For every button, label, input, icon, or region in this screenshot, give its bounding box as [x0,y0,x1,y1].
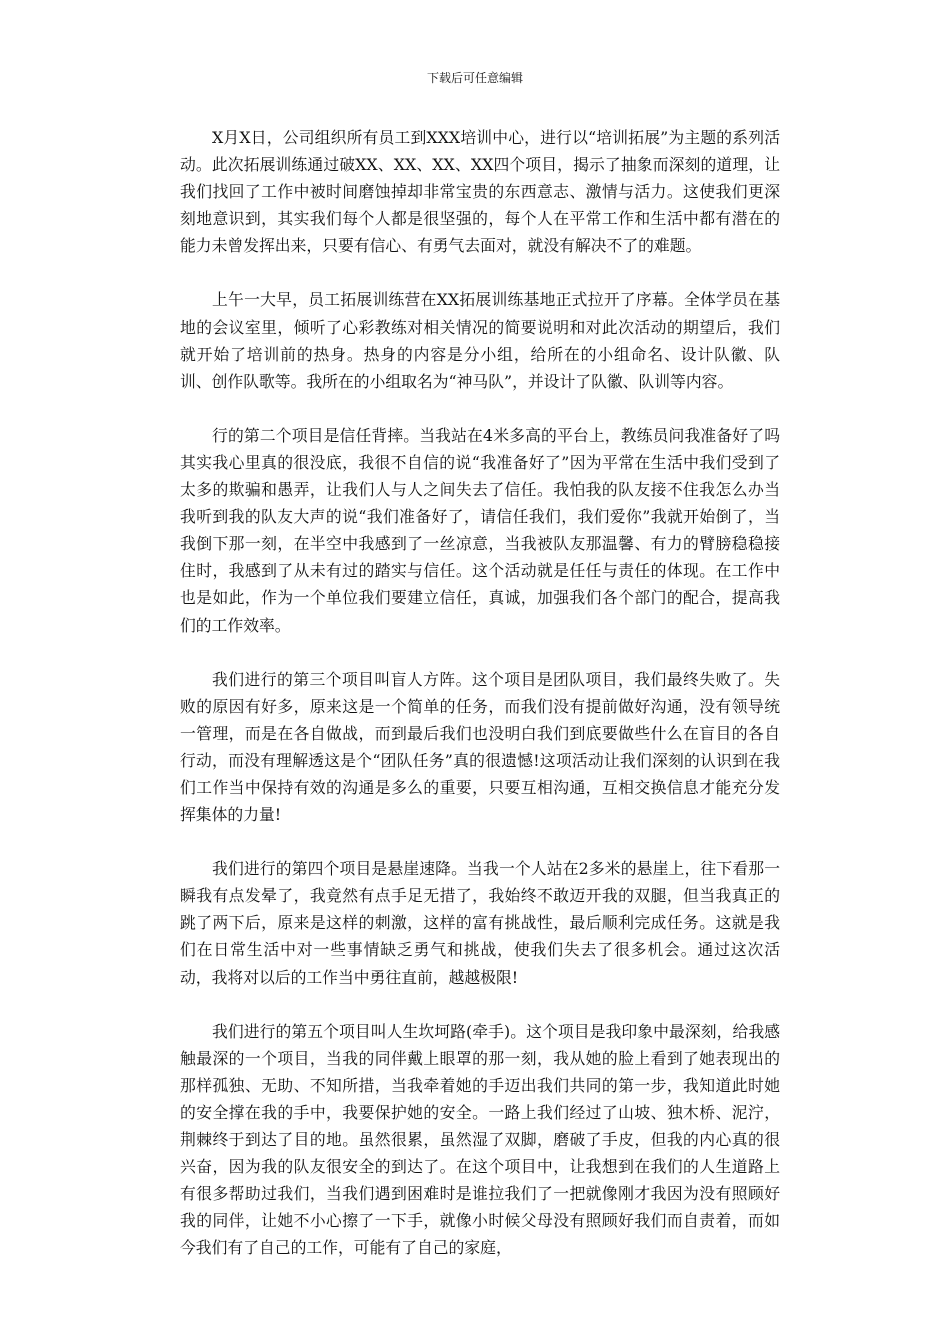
paragraph-trust-fall: 行的第二个项目是信任背摔。当我站在4米多高的平台上，教练员问我准备好了吗其实我心里真的很没底，我很不自信的说“我准备好了”因为平常在生活中我们受到了太多的欺骗和愚弄，让我们人与人之间失去了信任。我怕我的队友接不住我怎么办当我听到我的队友大声的说“我们准备好了，请信任我们，我们爱你”我就开始倒了，当我倒下那一刻，在半空中我感到了一丝凉意，当我被队友那温馨、有力的臂膀稳稳接住时，我感到了从未有过的踏实与信任。这个活动就是任任与责任的体现。在工作中也是如此，作为一个单位我们要建立信任，真诚，加强我们各个部门的配合，提高我们的工作效率。 [180,425,780,635]
paragraph-rough-road: 我们进行的第五个项目叫人生坎坷路(牵手)。这个项目是我印象中最深刻，给我感触最深的一个项目，当我的同伴戴上眼罩的那一刻，我从她的脸上看到了她表现出的那样孤独、无助、不知所措，当我牵着她的手迈出我们共同的第一步，我知道此时她的安全撑在我的手中，我要保护她的安全。一路上我们经过了山坡、独木桥、泥泞，荆棘终于到达了目的地。虽然很累，虽然湿了双脚，磨破了手皮，但我的内心真的很兴奋，因为我的队友很安全的到达了。在这个项目中，让我想到在我们的人生道路上有很多帮助过我们，当我们遇到困难时是谁拉我们了一把就像刚才我因为没有照顾好我的同伴，让她不小心擦了一下手，就像小时候父母没有照顾好我们而自责着，而如今我们有了自己的工作，可能有了自己的家庭， [180,1021,780,1258]
paragraph-blind-square: 我们进行的第三个项目叫盲人方阵。这个项目是团队项目，我们最终失败了。失败的原因有好多，原来这是一个简单的任务，而我们没有提前做好沟通，没有领导统一管理，而是在各自做战，而到最后我们也没明白我们到底要做些什么在盲目的各自行动，而没有理解透这是个“团队任务”真的很遗憾!这项活动让我们深刻的认识到在我们工作当中保持有效的沟通是多么的重要，只要互相沟通，互相交换信息才能充分发挥集体的力量! [180,669,780,825]
document-body [180,124,780,1288]
paragraph-cliff-descent: 我们进行的第四个项目是悬崖速降。当我一个人站在2多米的悬崖上，往下看那一瞬我有点发晕了，我竟然有点手足无措了，我始终不敢迈开我的双腿，但当我真正的跳了两下后，原来是这样的刺激，这样的富有挑战性，最后顺利完成任务。这就是我们在日常生活中对一些事情缺乏勇气和挑战，使我们失去了很多机会。通过这次活动，我将对以后的工作当中勇往直前，越越极限! [180,859,780,987]
paragraph-morning: 上午一大早，员工拓展训练营在XX拓展训练基地正式拉开了序幕。全体学员在基地的会议室里，倾听了心彩教练对相关情况的简要说明和对此次活动的期望后，我们就开始了培训前的热身。热身的内容是分小组，给所在的小组命名、设计队徽、队训、创作队歌等。我所在的小组取名为“神马队”，并设计了队徽、队训等内容。 [180,290,780,391]
paragraph-intro: X月X日，公司组织所有员工到XXX培训中心，进行以“培训拓展”为主题的系列活动。此次拓展训练通过破XX、XX、XX、XX四个项目，揭示了抽象而深刻的道理，让我们找回了工作中被时间磨蚀掉却非常宝贵的东西意志、激情与活力。这使我们更深刻地意识到，其实我们每个人都是很坚强的，每个人在平常工作和生活中都有潜在的能力未曾发挥出来，只要有信心、有勇气去面对，就没有解决不了的难题。 [180,128,780,256]
page-header: 下载后可任意编辑 [426,71,523,85]
